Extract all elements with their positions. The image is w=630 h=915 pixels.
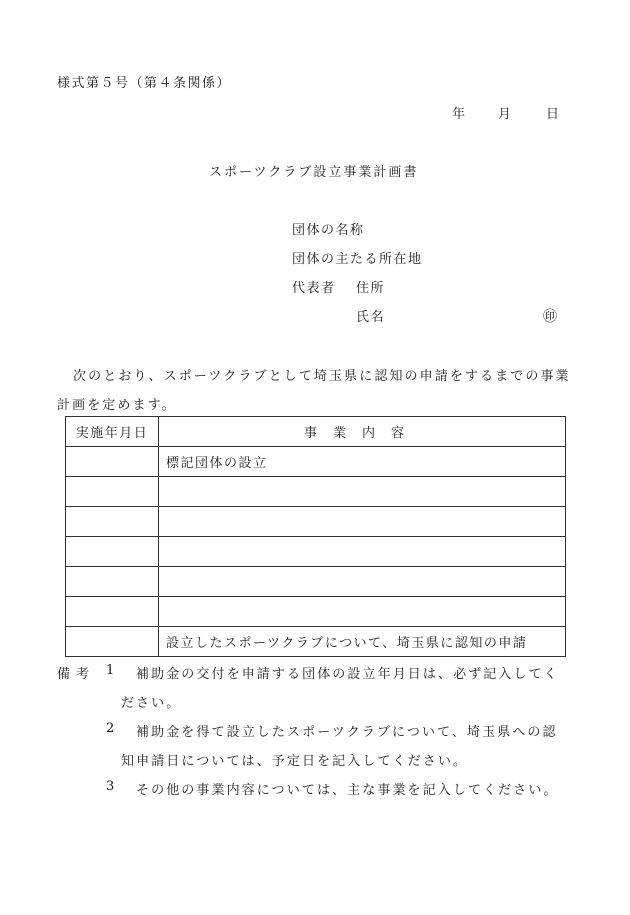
header-date: 実施年月日: [66, 417, 159, 447]
intro-paragraph: 次のとおり、スポーツクラブとして埼玉県に認知の申請をするまでの事業計画を定めます。: [57, 369, 571, 413]
document-title: スポーツクラブ設立事業計画書: [209, 165, 419, 180]
note-text-continued: 知申請日については、予定日を記入してください。: [121, 754, 469, 769]
header-content: 事業内容: [159, 417, 566, 447]
note-number: 2: [106, 721, 115, 736]
rep-name-label: 氏名: [356, 310, 386, 325]
date-day-label: 日: [546, 107, 561, 122]
plan-table: [65, 416, 566, 657]
content-cell[interactable]: [159, 537, 566, 567]
table-row: [66, 477, 566, 507]
table-row: [66, 447, 566, 477]
notes-label: 備考: [57, 667, 96, 682]
table-row: [66, 507, 566, 537]
note-text: その他の事業内容については、主な事業を記入してください。: [136, 783, 559, 798]
date-month-label: 月: [498, 107, 513, 122]
date-cell[interactable]: [66, 507, 159, 537]
representative-label: 代表者: [292, 281, 336, 296]
content-cell[interactable]: [159, 477, 566, 507]
table-row: [66, 597, 566, 627]
date-cell[interactable]: [66, 567, 159, 597]
date-cell[interactable]: [66, 537, 159, 567]
org-address-label: 団体の主たる所在地: [292, 252, 423, 267]
date-cell[interactable]: [66, 447, 159, 477]
content-cell[interactable]: [159, 597, 566, 627]
table-header-row: [66, 417, 566, 447]
seal-mark: ㊞: [543, 309, 559, 325]
note-number: 1: [106, 663, 115, 678]
note-text: 補助金を得て設立したスポーツクラブについて、埼玉県への認: [136, 725, 558, 740]
date-cell[interactable]: [66, 477, 159, 507]
date-cell[interactable]: [66, 597, 159, 627]
date-year-label: 年: [452, 107, 467, 122]
date-cell[interactable]: [66, 627, 159, 657]
org-name-label: 団体の名称: [292, 223, 365, 238]
note-text: 補助金の交付を申請する団体の設立年月日は、必ず記入してく: [136, 667, 559, 682]
rep-address-label: 住所: [356, 281, 386, 296]
content-cell[interactable]: 標記団体の設立: [159, 447, 566, 477]
content-cell[interactable]: [159, 567, 566, 597]
table-row: [66, 567, 566, 597]
content-cell[interactable]: 設立したスポーツクラブについて、埼玉県に認知の申請: [159, 627, 566, 657]
content-cell[interactable]: [159, 507, 566, 537]
table-row: [66, 537, 566, 567]
note-number: 3: [106, 779, 115, 794]
form-number: 様式第５号（第４条関係）: [57, 76, 232, 91]
note-text-continued: ださい。: [121, 696, 182, 711]
table-row: [66, 627, 566, 657]
